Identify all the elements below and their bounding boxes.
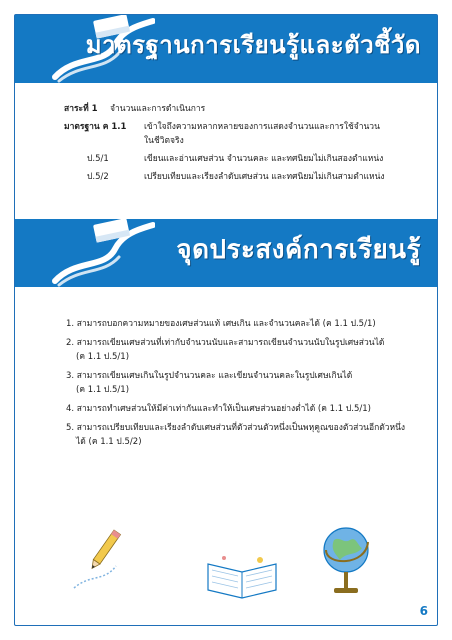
objectives-title: จุดประสงค์การเรียนรู้: [176, 235, 421, 265]
objective-line: 2. สามารถเขียนเศษส่วนที่เท่ากับจำนวนนับและสามารถเขียนจำนวนนับในรูปเศษส่วนได้: [66, 338, 385, 348]
objective-line: 4. สามารถทำเศษส่วนให้มีค่าเท่ากันและทำให้เป็นเศษส่วนอย่างต่ำได้ (ค 1.1 ป.5/1): [66, 404, 371, 414]
indicator-text: เขียนและอ่านเศษส่วน จำนวนคละ และทศนิยมไม่เกินสองตำแหน่ง: [144, 154, 384, 164]
standards-title: มาตรฐานการเรียนรู้และตัวชี้วัด: [85, 30, 421, 59]
objectives-banner: [15, 219, 437, 287]
objectives-list: [66, 317, 426, 454]
standards-section: [64, 102, 424, 188]
standard-value-line2: ในชีวิตจริง: [144, 136, 184, 146]
eraser-swoosh-icon: [45, 219, 155, 287]
list-item: [66, 369, 426, 397]
objective-line-cont: (ค 1.1 ป.5/1): [76, 352, 130, 362]
indicator-code: ป.5/1: [87, 154, 109, 164]
list-item: [66, 402, 426, 416]
indicator-text: เปรียบเทียบและเรียงลำดับเศษส่วน และทศนิยมไม่เกินสามตำแหน่ง: [144, 172, 385, 182]
list-item: [66, 317, 426, 331]
objective-line-cont: ได้ (ค 1.1 ป.5/2): [76, 437, 142, 447]
page-number: 6: [419, 604, 428, 618]
standards-banner: [15, 15, 437, 83]
strand-label: สาระที่ 1: [64, 104, 98, 114]
standard-label: มาตรฐาน ค 1.1: [64, 122, 127, 132]
standard-value: [144, 120, 424, 148]
standard-value-line1: เข้าใจถึงความหลากหลายของการแสดงจำนวนและการใช้จำนวน: [144, 122, 380, 132]
pencil-icon: [70, 522, 140, 592]
objective-line: 1. สามารถบอกความหมายของเศษส่วนแท้ เศษเกิน และจำนวนคละได้ (ค 1.1 ป.5/1): [66, 319, 376, 329]
list-item: [66, 421, 426, 449]
objective-line: 5. สามารถเปรียบเทียบและเรียงลำดับเศษส่วนที่ตัวส่วนตัวหนึ่งเป็นพหุคูณของตัวส่วนอีกตัวหนึ่ง: [66, 423, 406, 433]
open-book-icon: [202, 552, 282, 602]
globe-icon: [316, 516, 376, 604]
objective-line: 3. สามารถเขียนเศษเกินในรูปจำนวนคละ และเขียนจำนวนคละในรูปเศษเกินได้: [66, 371, 353, 381]
indicator-code: ป.5/2: [87, 172, 109, 182]
list-item: [66, 336, 426, 364]
strand-value: จำนวนและการดำเนินการ: [110, 104, 206, 114]
objective-line-cont: (ค 1.1 ป.5/1): [76, 385, 130, 395]
